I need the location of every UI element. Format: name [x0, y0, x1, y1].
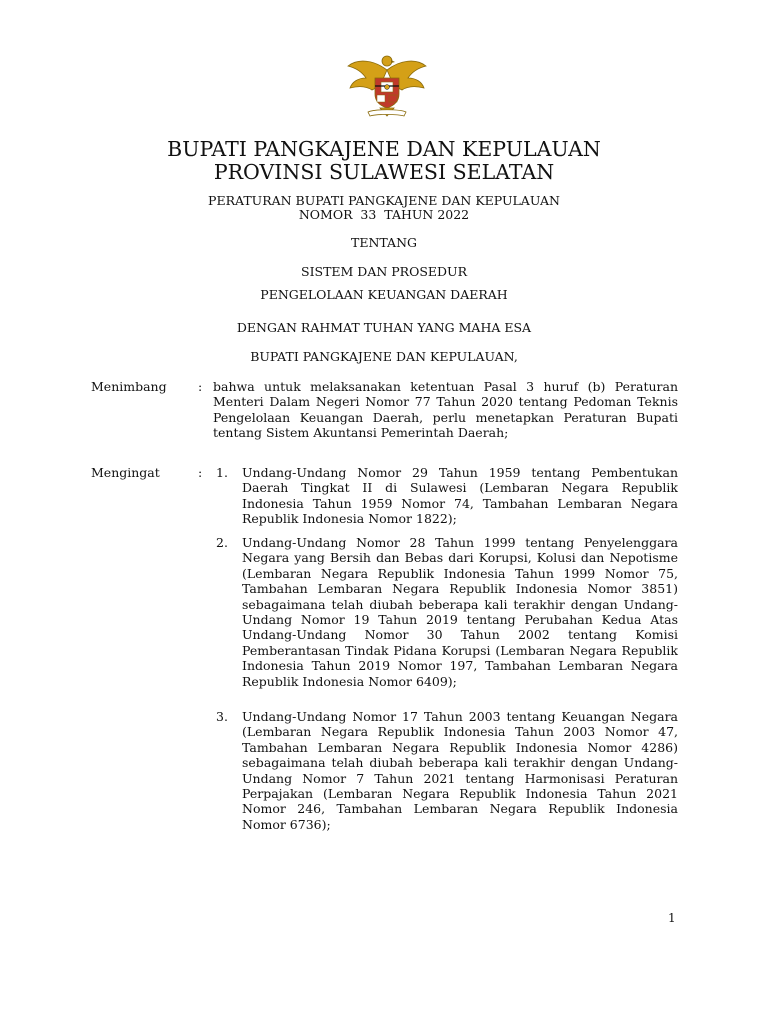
authority-heading: BUPATI PANGKAJENE DAN KEPULAUAN, [250, 349, 518, 364]
mengingat-item-number: 2. [216, 535, 228, 550]
document-title-line-1: BUPATI PANGKAJENE DAN KEPULAUAN [167, 137, 601, 161]
page-number: 1 [668, 911, 676, 925]
document-title-line-2: PROVINSI SULAWESI SELATAN [213, 160, 555, 184]
subject-line-2: PENGELOLAAN KEUANGAN DAERAH [260, 287, 508, 302]
mengingat-item-number: 3. [216, 709, 228, 724]
mengingat-colon: : [198, 465, 203, 480]
garuda-emblem-icon [344, 52, 430, 120]
mengingat-label: Mengingat [91, 465, 160, 480]
menimbang-colon: : [198, 379, 203, 394]
regulation-heading: PERATURAN BUPATI PANGKAJENE DAN KEPULAUAN [208, 193, 560, 208]
menimbang-text: bahwa untuk melaksanakan ketentuan Pasal 3 huruf (b) Peraturan Menteri Dalam Negeri Nomor 77 Tahun 2020 tentang Pedoman Teknis Pengelolaan Keuangan Daerah, perlu menetapkan Peraturan Bupati tentang Sistem Akuntansi Pemerintah Daerah; [213, 379, 678, 441]
invocation: DENGAN RAHMAT TUHAN YANG MAHA ESA [236, 320, 532, 335]
regulation-number: NOMOR 33 TAHUN 2022 [298, 207, 470, 222]
mengingat-item-text: Undang-Undang Nomor 29 Tahun 1959 tentang Pembentukan Daerah Tingkat II di Sulawesi (Lembaran Negara Republik Indonesia Tahun 1959 Nomor 74, Tambahan Lembaran Negara Republik Indonesia Nomor 1822); [242, 465, 678, 527]
mengingat-item-text: Undang-Undang Nomor 28 Tahun 1999 tentang Penyelenggara Negara yang Bersih dan Bebas dari Korupsi, Kolusi dan Nepotisme (Lembaran Negara Republik Indonesia Tahun 1999 Nomor 75, Tambahan Lembaran Negara Republik Indonesia Nomor 3851) sebagaimana telah diubah beberapa kali terakhir dengan Undang-Undang Nomor 19 Tahun 2019 tentang Perubahan Kedua Atas Undang-Undang Nomor 30 Tahun 2002 tentang Komisi Pemberantasan Tindak Pidana Korupsi (Lembaran Negara Republik Indonesia Tahun 2019 Nomor 197, Tambahan Lembaran Negara Republik Indonesia Nomor 6409); [242, 535, 678, 689]
subject-line-1: SISTEM DAN PROSEDUR [301, 264, 467, 279]
menimbang-label: Menimbang [91, 379, 167, 394]
tentang-heading: TENTANG [350, 235, 417, 250]
mengingat-item-text: Undang-Undang Nomor 17 Tahun 2003 tentang Keuangan Negara (Lembaran Negara Republik Indonesia Tahun 2003 Nomor 47, Tambahan Lembaran Negara Republik Indonesia Nomor 4286) sebagaimana telah diubah beberapa kali terakhir dengan Undang-Undang Nomor 7 Tahun 2021 tentang Harmonisasi Peraturan Perpajakan (Lembaran Negara Republik Indonesia Tahun 2021 Nomor 246, Tambahan Lembaran Negara Republik Indonesia Nomor 6736); [242, 709, 678, 832]
mengingat-item-number: 1. [216, 465, 228, 480]
